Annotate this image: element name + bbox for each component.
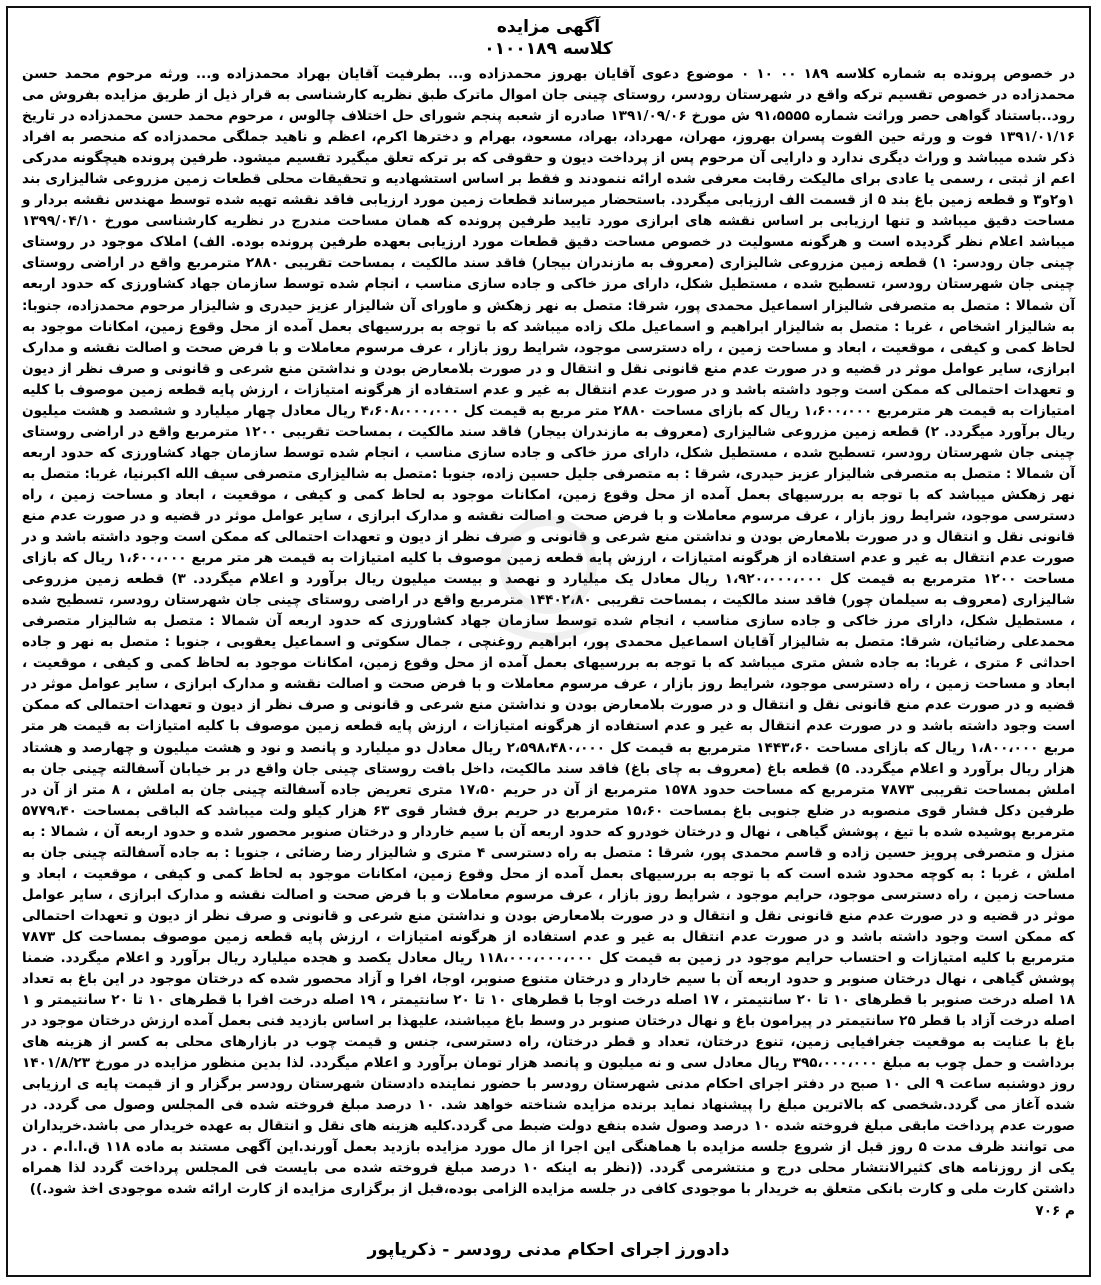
notice-signature: دادورز اجرای احکام مدنی رودسر - ذکریاپور (367, 1240, 730, 1260)
notice-code: م ۷۰۶ (1035, 1202, 1075, 1219)
class-number: کلاسه ۰۱۰۰۱۸۹ (484, 39, 613, 59)
notice-header (8, 8, 1089, 60)
notice-frame (6, 6, 1091, 1277)
notice-body: در خصوص پرونده به شماره کلاسه ۱۸۹ ۰۰ ۱۰ ۰ موضوع دعوی آقایان بهروز محمدزاده و... بطرفیت آقایان بهراد محمدزاده و... ورثه مرحوم محمد حسن محمدزاده در خصوص تقسیم ترکه واقع در شهرستان رودسر، روستای چینی جان اموال ماترک طبق نظریه کارشناسی به قرار ذیل از طریق مزایده بفروش می رود..باستناد گواهی حصر وراثت شماره ۹۱،۵۵۵۵ ش مورخ ۱۳۹۱/۰۹/۰۶ صادره از شعبه پنجم شورای حل اختلاف چالوس ، مرحوم محمد حسن محمدزاده در تاریخ ۱۳۹۱/۰۱/۱۶ فوت و ورثه حین الفوت پسران بهروز، مهران، مهرداد، بهراد، مسعود، بهرام و دخترها اکرم، اعظم و ناهید جملگی محمدزاده که منحصر به افراد ذکر شده میباشد و وراث دیگری ندارد و دارایی آن مرحوم پس از پرداخت دیون و حقوقی که بر ترکه تعلق میگیرد تقسیم میشود. طرفین پرونده هیچگونه مدرکی اعم از ثبتی ، رسمی یا عادی برای مالیکت رقابت معرفی شده ارائه ننمودند و فقط بر اساس استشهادیه و تحقیقات محلی قطعات زمین مزروعی شالیزاری بند ۱و۲و۳ و قطعه زمین باغ بند ۵ از قسمت الف ارزیابی میگردد. باستحضار میرساند قطعات زمین مورد ارزیابی فاقد نقشه تهیه شده توسط مهندس نقشه بردار و مساحت دقیق میباشد و تنها ارزیابی بر اساس نقشه های ابرازی مورد تایید طرفین پرونده که همان مساحت مندرج در نظریه کارشناسی مورخ ۱۳۹۹/۰۴/۱۰ میباشد اعلام نظر گردیده است و هرگونه مسولیت در خصوص مساحت دقیق قطعات مورد ارزیابی بعهده طرفین پرونده بوده. الف) املاک موجود در روستای چینی جان رودسر: ۱) قطعه زمین مزروعی شالیزاری (معروف به مازندران بیجار) فاقد سند مالکیت ، بمساحت تقریبی ۲۸۸۰ مترمربع واقع در اراضی روستای چینی جان شهرستان رودسر، تسطیح شده ، مستطیل شکل، دارای مرز خاکی و جاده سازی مناسب ، انجام شده توسط سازمان جهاد کشاورزی که حدود اربعه آن شمالا : متصل به متصرفی شالیزار اسماعیل محمدی پور، شرقا: متصل به نهر زهکش و ماورای آن شالیزار عزیز حیدری و شالیزار مرحوم محمدزاده، جنوبا: به شالیزار اشخاص ، غربا : متصل به شالیزار ابراهیم و اسماعیل ملک زاده میباشد که با توجه به بررسیهای بعمل آمده از محل وقوع زمین، امکانات موجود به لحاظ کمی و کیفی ، موقعیت ، ابعاد و مساحت زمین ، راه دسترسی موجود، شرایط روز بازار ، عرف مرسوم معاملات و با فرض صحت و اصالت نقشه و مدارک ابرازی، سایر عوامل موثر در قضیه و در صورت عدم منع قانونی نقل و انتقال و در صورت بلامعارض بودن و نداشتن منع شرعی و قانونی و صرف نظر از دیون و تعهدات احتمالی که ممکن است وجود داشته باشد و در صورت عدم انتقال به غیر و عدم استفاده از هرگونه امتیازات ، ارزش پایه قطعه زمین موصوف با کلیه امتیازات به قیمت هر مترمربع ۱،۶۰۰،۰۰۰ ریال که بازای مساحت ۲۸۸۰ متر مربع به قیمت کل ۴،۶۰۸،۰۰۰،۰۰۰ ریال معادل چهار میلیارد و ششصد و هشت میلیون ریال برآورد میگردد. ۲) قطعه زمین مزروعی شالیزاری (معروف به مازندران بیجار) فاقد سند مالکیت ، بمساحت تقریبی ۱۲۰۰ مترمربع واقع در اراضی روستای چینی جان شهرستان رودسر، تسطیح شده ، مستطیل شکل، دارای مرز خاکی و جاده سازی مناسب ، انجام شده توسط سازمان جهاد کشاورزی که حدود اربعه آن شمالا : متصل به متصرفی شالیزار عزیز حیدری، شرقا : به متصرفی جلیل حسین زاده، جنوبا :متصل به شالیزاری متصرفی سیف الله اکبرنیا، غربا: متصل به نهر زهکش میباشد که با توجه به بررسیهای بعمل آمده از محل وقوع زمین، امکانات موجود به لحاظ کمی و کیفی ، موقعیت ، ابعاد و مساحت زمین ، راه دسترسی موجود، شرایط روز بازار ، عرف مرسوم معاملات و با فرض صحت و اصالت نقشه و مدارک ابرازی ، سایر عوامل موثر در قضیه و در صورت عدم منع قانونی نقل و انتقال و در صورت بلامعارض بودن و نداشتن منع شرعی و قانونی و صرف نظر از دیون و تعهدات احتمالی که ممکن است وجود داشته باشد و در صورت عدم انتقال به غیر و عدم استفاده از هرگونه امتیازات ، ارزش پایه قطعه زمین موصوف با کلیه امتیازات به قیمت هر متر مربع ۱،۶۰۰،۰۰۰ ریال که بازای مساحت ۱۲۰۰ مترمربع به قیمت کل ۱،۹۲۰،۰۰۰،۰۰۰ ریال معادل یک میلیارد و نهصد و بیست میلیون ریال برآورد و اعلام میگردد. ۳) قطعه زمین مزروعی شالیزاری (معروف به سیلمان چور) فاقد سند مالکیت ، بمساحت تقریبی ۱۴۴۰۲،۸۰ مترمربع واقع در اراضی روستای چینی جان شهرستان رودسر، تسطیح شده ، مستطیل شکل، دارای مرز خاکی و جاده سازی مناسب ، انجام شده توسط سازمان جهاد کشاورزی که حدود اربعه آن شمالا : متصل به شالیزار متصرفی محمدعلی رضائیان، شرقا: متصل به شالیزار آقایان اسماعیل محمدی پور، ابراهیم روغنچی ، جمال سکوتی و اسماعیل یعقوبی ، جنوبا : متصل به نهر و جاده احداثی ۶ متری ، غربا: به جاده شش متری میباشد که با توجه به بررسیهای بعمل آمده از محل وقوع زمین، امکانات موجود به لحاظ کمی و کیفی ، موقعیت ، ابعاد و مساحت زمین ، راه دسترسی موجود، شرایط روز بازار ، عرف مرسوم معاملات و با فرض صحت و اصالت نقشه و مدارک ابرازی ، سایر عوامل موثر در قضیه و در صورت عدم منع قانونی نقل و انتقال و در صورت بلامعارض بودن و نداشتن منع شرعی و قانونی و صرف نظر از دیون و تعهدات احتمالی که ممکن است وجود داشته باشد و در صورت عدم انتقال به غیر و عدم استفاده از هرگونه امتیازات ، ارزش پایه قطعه زمین موصوف با کلیه امتیازات به قیمت هر متر مربع ۱،۸۰۰،۰۰۰ ریال که بازای مساحت ۱۴۴۳،۶۰ مترمربع به قیمت کل ۲،۵۹۸،۴۸۰،۰۰۰ ریال معادل دو میلیارد و پانصد و نود و هشت میلیون و چهارصد و هشتاد هزار ریال برآورد و اعلام میگردد. ۵) قطعه باغ (معروف به چای باغ) فاقد سند مالکیت، داخل بافت روستای چینی جان واقع در بر خیابان آسفالته چینی جان به املش بمساحت تقریبی ۷۸۷۳ مترمربع که مساحت حدود ۱۵۷۸ مترمربع از آن در حریم ۱۷،۵۰ متری تعریض جاده آسفالته چینی جان به املش ، ۸ متر از آن در طرفین دکل فشار قوی منصوبه در ضلع جنوبی باغ بمساحت ۱۵،۶۰ مترمربع در حریم برق فشار قوی ۶۳ هزار کیلو ولت میباشد که الباقی بمساحت ۵۷۷۹،۴۰ مترمربع پوشیده شده با تیغ ، پوشش گیاهی ، نهال و درختان خودرو که حدود اربعه آن با سیم خاردار و درختان صنوبر محصور شده و حدود اربعه آن ، شمالا : به منزل و متصرفی پرویز حسین زاده و قاسم محمدی پور، شرقا : متصل به راه دسترسی ۴ متری و شالیزار رضا رضائی ، جنوبا : به جاده آسفالته چینی جان به املش ، غربا : به کوچه محدود شده است که با توجه به بررسیهای بعمل آمده از محل وقوع زمین، امکانات موجود به لحاظ کمی و کیفی ، موقعیت ، ابعاد و مساحت زمین ، راه دسترسی موجود، حرایم موجود ، شرایط روز بازار ، عرف مرسوم معاملات و با فرض صحت و اصالت نقشه و مدارک ابرازی ، سایر عوامل موثر در قضیه و در صورت عدم منع قانونی نقل و انتقال و در صورت بلامعارض بودن و نداشتن منع شرعی و قانونی و صرف نظر از دیون و تعهدات احتمالی که ممکن است وجود داشته باشد و در صورت عدم انتقال به غیر و عدم استفاده از هرگونه امتیازات ، ارزش پایه قطعه زمین موصوف بمساحت کل ۷۸۷۳ مترمربع با کلیه امتیازات و احتساب حرایم موجود در زمین به قیمت کل ۱۱۸،۰۰۰،۰۰۰،۰۰۰ ریال معادل یکصد و هجده میلیارد ریال برآورد و اعلام میگردد. ضمنا پوشش گیاهی ، نهال درختان صنوبر و حدود اربعه آن با سیم خاردار و درختان متنوع صنوبر، اوجا، افرا و آزاد محصور شده که درختان موجود در این باغ به تعداد ۱۸ اصله درخت صنوبر با قطرهای ۱۰ تا ۲۰ سانتیمتر ، ۱۷ اصله درخت اوجا با قطرهای ۱۰ تا ۲۰ سانتیمتر ، ۱۹ اصله درخت افرا با قطرهای ۱۰ تا ۲۰ سانتیمتر و ۱ اصله درخت آزاد با قطر ۲۵ سانتیمتر در پیرامون باغ و نهال درختان صنوبر در وسط باغ میباشند، علیهذا بر اساس بازدید فنی بعمل آمده ارزش درختان موجود در باغ با عنایت به موقعیت جغرافیایی زمین، تنوع درختان، تعداد و قطر درختان، راه دسترسی، جنس و قیمت چوب در بازارهای محلی به کسر از هزینه های برداشت و حمل چوب به مبلغ ۳۹۵،۰۰۰،۰۰۰ ریال معادل سی و نه میلیون و پانصد هزار تومان برآورد و اعلام میگردد. لذا بدین منظور مزایده در مورخ ۱۴۰۱/۸/۲۳ روز دوشنبه ساعت ۹ الی ۱۰ صبح در دفتر اجرای احکام مدنی شهرستان رودسر با حضور نماینده دادستان شهرستان رودسر برگزار و از قیمت پایه ی ارزیابی شده آغاز می گردد.شخصی که بالاترین مبلغ را پیشنهاد نماید برنده مزایده شناخته خواهد شد. ۱۰ درصد مبلغ فروخته شده فی المجلس وصول می گردد. در صورت عدم پرداخت مابقی مبلغ فروخته شده ۱۰ درصد وصول شده بنفع دولت ضبط می گردد.کلیه هزینه های نقل و انتقال به عهده خریدار می باشد.خریداران می توانند ظرف مدت ۵ روز قبل از شروع جلسه مزایده با هماهنگی این اجرا از مال مورد مزایده بازدید بعمل آورند.این آگهی مستند به ماده ۱۱۸ ق.ا.ا.م . در یکی از روزنامه های کثیرالانتشار محلی درج و منتشرمی گردد. ((نظر به اینکه ۱۰ درصد مبلغ فروخته شده می بایست فی المجلس پرداخت گردد لذا همراه داشتن کارت ملی و کارت بانکی متعلق به خریدار با موجودی کافی در جلسه مزایده الزامی بوده،قبل از برگزاری مزایده از کارت ارائه شده موجودی اخذ شود.)) (22, 66, 1076, 1198)
notice-title: آگهی مزایده (496, 17, 601, 37)
